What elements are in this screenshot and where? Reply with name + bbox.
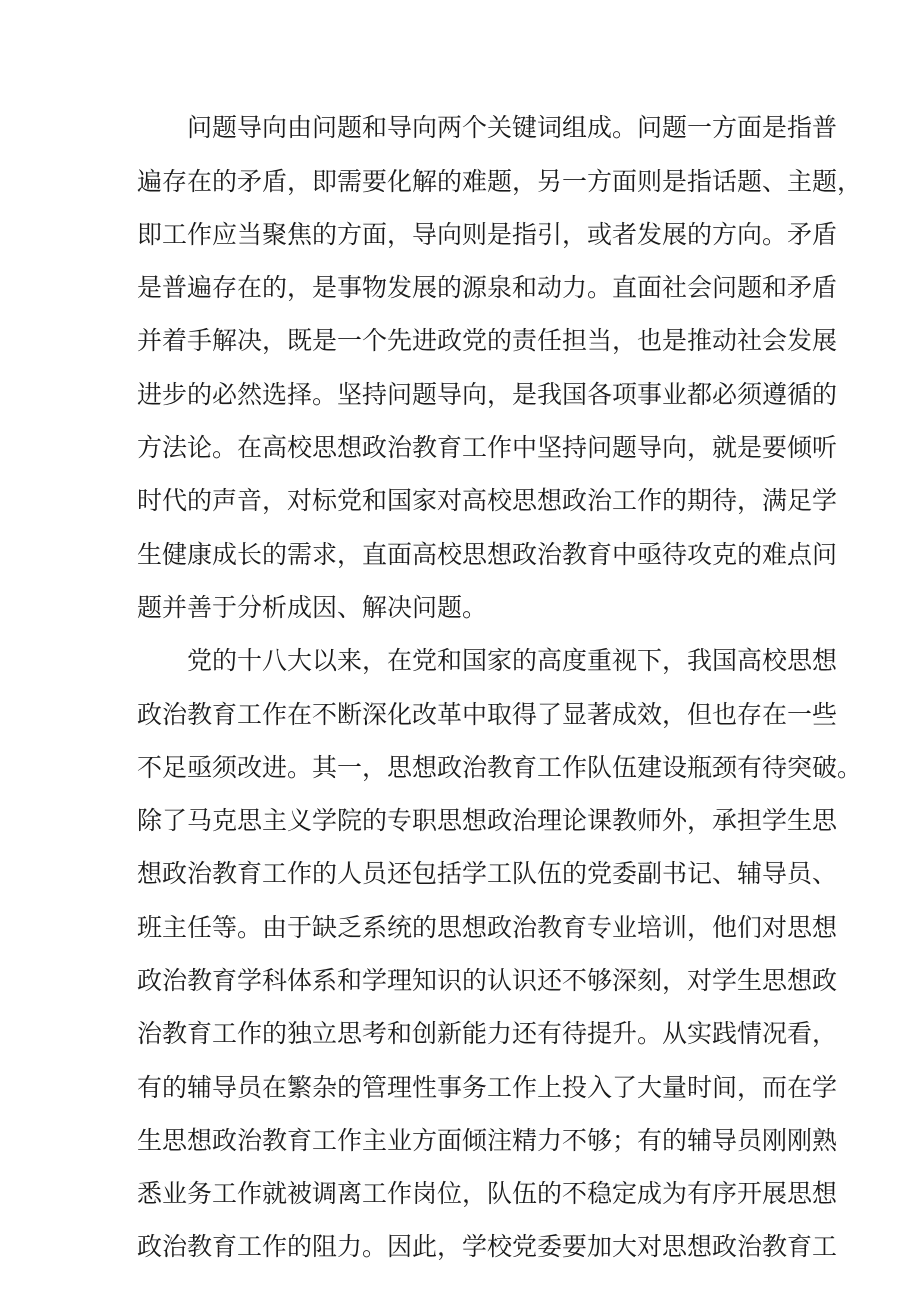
paragraph-2-line-4: 除了马克思主义学院的专职思想政治理论课教师外，承担学生思 (137, 806, 838, 835)
paragraph-2-line-11: 悉业务工作就被调离工作岗位，队伍的不稳定成为有序开展思想 (137, 1179, 838, 1208)
paragraph-2-line-3: 不足亟须改进。其一，思想政治教育工作队伍建设瓶颈有待突破。 (137, 753, 863, 782)
paragraph-1-line-9: 生健康成长的需求，直面高校思想政治教育中亟待攻克的难点问 (137, 540, 838, 569)
paragraph-1-line-7: 方法论。在高校思想政治教育工作中坚持问题导向，就是要倾听 (137, 433, 838, 462)
paragraph-1-line-5: 并着手解决，既是一个先进政党的责任担当，也是推动社会发展 (137, 326, 838, 355)
paragraph-2-line-1: 党的十八大以来，在党和国家的高度重视下，我国高校思想 (187, 646, 838, 675)
paragraph-2-line-10: 生思想政治教育工作主业方面倾注精力不够；有的辅导员刚刚熟 (137, 1126, 838, 1155)
paragraph-2-line-6: 班主任等。由于缺乏系统的思想政治教育专业培训，他们对思想 (137, 913, 838, 942)
paragraph-1-line-8: 时代的声音，对标党和国家对高校思想政治工作的期待，满足学 (137, 486, 838, 515)
paragraph-2-line-5: 想政治教育工作的人员还包括学工队伍的党委副书记、辅导员、 (137, 859, 838, 888)
paragraph-1-line-2: 遍存在的矛盾，即需要化解的难题，另一方面则是指话题、主题， (137, 167, 863, 196)
paragraph-2-line-12: 政治教育工作的阻力。因此，学校党委要加大对思想政治教育工 (137, 1232, 838, 1261)
paragraph-1-line-1: 问题导向由问题和导向两个关键词组成。问题一方面是指普 (187, 113, 838, 142)
paragraph-2-line-8: 治教育工作的独立思考和创新能力还有待提升。从实践情况看， (137, 1019, 838, 1048)
paragraph-2-line-7: 政治教育学科体系和学理知识的认识还不够深刻，对学生思想政 (137, 966, 838, 995)
paragraph-2-line-2: 政治教育工作在不断深化改革中取得了显著成效，但也存在一些 (137, 700, 838, 729)
paragraph-1-line-10: 题并善于分析成因、解决问题。 (137, 593, 488, 622)
paragraph-1-line-6: 进步的必然选择。坚持问题导向，是我国各项事业都必须遵循的 (137, 380, 838, 409)
paragraph-1-line-4: 是普遍存在的，是事物发展的源泉和动力。直面社会问题和矛盾 (137, 273, 838, 302)
paragraph-1-line-3: 即工作应当聚焦的方面，导向则是指引，或者发展的方向。矛盾 (137, 220, 838, 249)
paragraph-2-line-9: 有的辅导员在繁杂的管理性事务工作上投入了大量时间，而在学 (137, 1073, 838, 1102)
